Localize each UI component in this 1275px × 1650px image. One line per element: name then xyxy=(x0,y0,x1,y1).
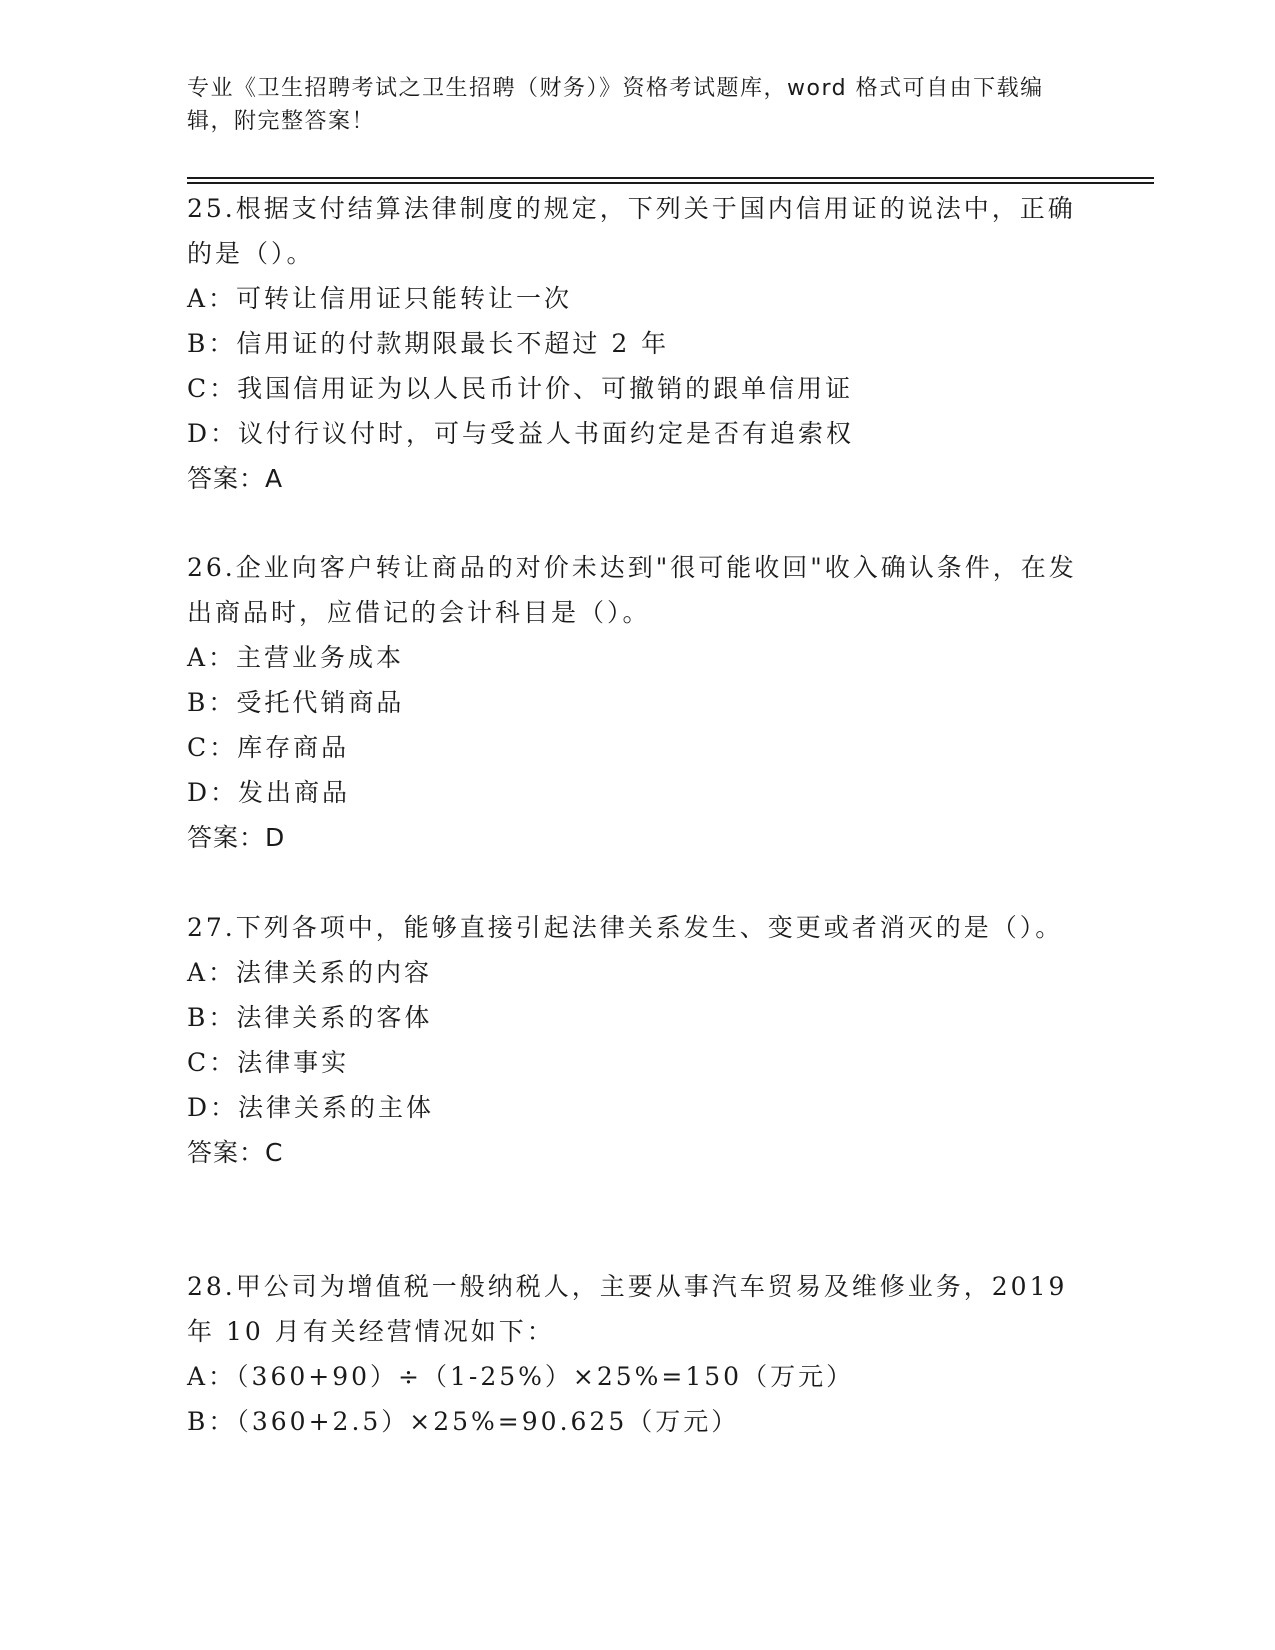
question-stem: 28.甲公司为增值税一般纳税人，主要从事汽车贸易及维修业务，2019 年 10 月有关经营情况如下： xyxy=(187,1272,1068,1346)
question-25 xyxy=(187,186,1087,501)
answer-line: 答案：C xyxy=(187,1138,284,1167)
option-c: C：法律事实 xyxy=(187,1048,350,1077)
question-stem: 27.下列各项中，能够直接引起法律关系发生、变更或者消灭的是（）。 xyxy=(187,913,1064,942)
option-c: C：库存商品 xyxy=(187,733,350,762)
option-b: B：法律关系的客体 xyxy=(187,1003,433,1032)
option-b: B：受托代销商品 xyxy=(187,688,405,717)
answer-line: 答案：D xyxy=(187,823,286,852)
question-stem: 25.根据支付结算法律制度的规定，下列关于国内信用证的说法中，正确的是（）。 xyxy=(187,194,1076,268)
option-a: A：可转让信用证只能转让一次 xyxy=(187,284,573,313)
question-28 xyxy=(187,1264,1087,1444)
header-divider-top xyxy=(187,177,1154,179)
answer-line: 答案：A xyxy=(187,464,284,493)
question-27 xyxy=(187,905,1087,1175)
header-divider-bottom xyxy=(187,182,1154,184)
option-a: A：（360+90）÷（1-25%）×25%=150（万元） xyxy=(187,1362,855,1391)
option-a: A：法律关系的内容 xyxy=(187,958,433,987)
option-b: B：信用证的付款期限最长不超过 2 年 xyxy=(187,329,670,358)
question-26 xyxy=(187,545,1087,860)
option-d: D：法律关系的主体 xyxy=(187,1093,435,1122)
document-header: 专业《卫生招聘考试之卫生招聘（财务）》资格考试题库，word 格式可自由下载编辑，附完整答案！ xyxy=(187,76,1044,134)
option-c: C：我国信用证为以人民币计价、可撤销的跟单信用证 xyxy=(187,374,854,403)
option-d: D：议付行议付时，可与受益人书面约定是否有追索权 xyxy=(187,419,855,448)
option-a: A：主营业务成本 xyxy=(187,643,405,672)
option-d: D：发出商品 xyxy=(187,778,351,807)
option-b: B：（360+2.5）×25%=90.625（万元） xyxy=(187,1407,740,1436)
question-stem: 26.企业向客户转让商品的对价未达到"很可能收回"收入确认条件，在发出商品时，应借记的会计科目是（）。 xyxy=(187,553,1077,627)
